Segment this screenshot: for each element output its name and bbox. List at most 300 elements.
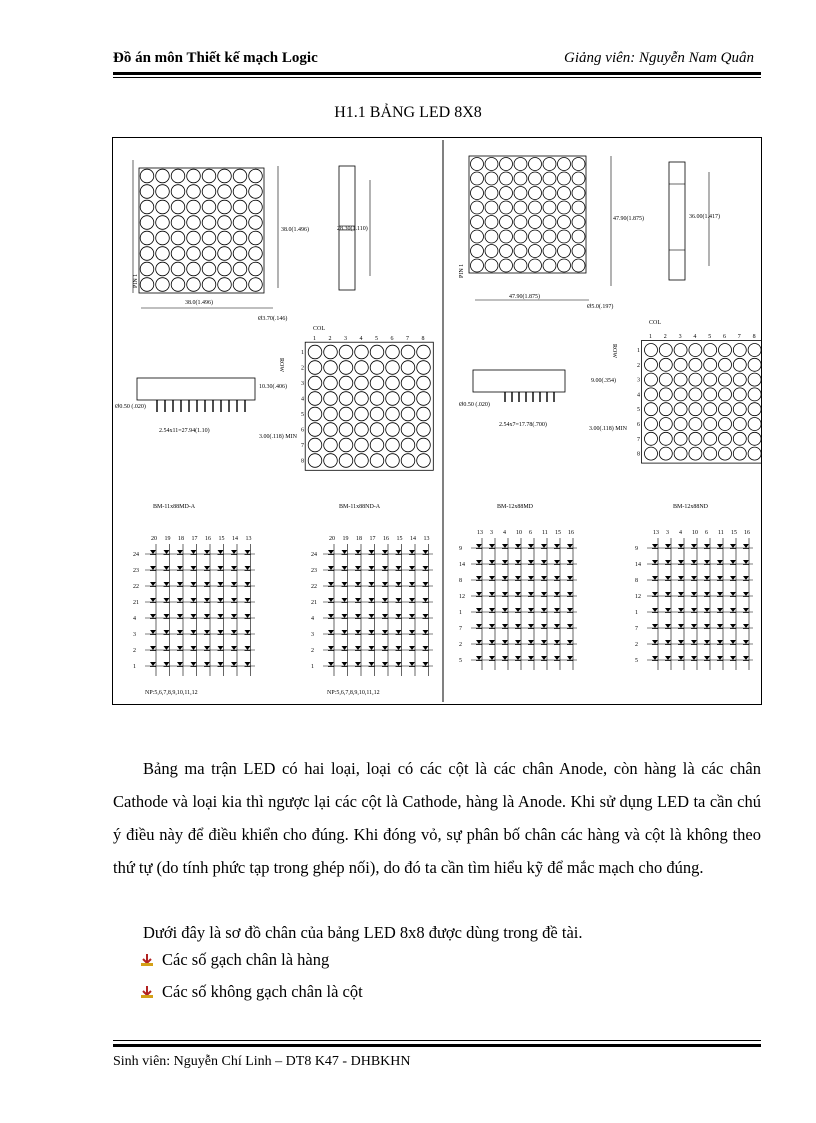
side-pin-number: 21 [311,600,317,606]
right-schematic-b [635,530,753,670]
led-dot [689,373,702,386]
header-lecturer: Giảng viên: Nguyễn Nam Quân [564,50,754,66]
top-pin-number: 11 [718,530,724,536]
side-pin-number: 22 [311,584,317,590]
led-diode-symbol [652,544,658,548]
led-diode-symbol [502,640,508,644]
led-dot [500,216,513,229]
row-number: 4 [637,392,640,399]
led-dot [187,169,201,183]
led-dot [748,358,761,371]
led-dot [674,418,687,431]
led-dot [719,373,732,386]
row-number: 8 [301,458,304,465]
led-diode-symbol [328,630,334,634]
col-number: 5 [708,334,712,340]
led-diode-symbol [554,576,560,580]
led-dot [370,392,384,406]
right-row-label: ROW [611,344,617,358]
led-dot [249,169,263,183]
led-dot [370,438,384,452]
right-leads [505,392,554,402]
row-number: 6 [637,422,640,428]
led-diode-symbol [554,656,560,660]
right-hole-dim: Ø5.0(.197) [587,304,614,310]
led-dot [218,216,232,230]
led-diode-symbol [409,662,415,666]
led-diode-symbol [396,662,402,666]
led-dot [471,216,484,229]
led-dot [645,388,658,401]
led-diode-symbol [191,646,197,650]
led-dot [156,231,170,245]
led-diode-symbol [743,576,749,580]
right-col-label: COL [649,320,661,326]
led-dot [704,344,717,357]
led-dot [202,247,216,261]
left-pin-dim: Ø0.50 (.020) [115,404,146,410]
led-dot [645,447,658,460]
led-diode-symbol [423,550,429,554]
led-diode-symbol [218,566,224,570]
top-pin-number: 16 [205,536,211,542]
led-diode-symbol [730,560,736,564]
led-dot [324,438,338,452]
led-dot [704,388,717,401]
led-dot [308,454,322,468]
led-dot [308,423,322,437]
side-pin-number: 12 [459,594,465,600]
led-dot [370,423,384,437]
top-pin-number: 10 [692,530,698,536]
bullet-arrow-icon [140,953,154,967]
led-dot [659,432,672,445]
led-diode-symbol [423,598,429,602]
led-diode-symbol [191,662,197,666]
led-diode-symbol [567,640,573,644]
led-dot [324,407,338,421]
led-diode-symbol [382,566,388,570]
led-diode-symbol [204,598,210,602]
left-numbered-matrix [301,336,433,470]
led-dot [733,373,746,386]
led-diode-symbol [177,662,183,666]
led-diode-symbol [515,576,521,580]
top-pin-number: 4 [679,530,682,536]
led-diode-symbol [177,630,183,634]
led-dot [171,185,185,199]
led-diode-symbol [342,598,348,602]
led-diode-symbol [515,656,521,660]
left-np-a: NP:5,6,7,8,9,10,11,12 [145,690,198,696]
led-dot [249,200,263,214]
led-diode-symbol [218,614,224,618]
led-dot [572,230,585,243]
led-diode-symbol [489,560,495,564]
led-dot [500,158,513,171]
led-dot [471,230,484,243]
led-diode-symbol [567,560,573,564]
led-diode-symbol [678,560,684,564]
led-diode-symbol [554,624,560,628]
led-dot [514,172,527,185]
led-dot [748,447,761,460]
led-dot [417,376,431,390]
led-diode-symbol [396,630,402,634]
side-pin-number: 24 [133,552,139,558]
led-dot [748,418,761,431]
led-dot [324,345,338,359]
led-diode-symbol [678,640,684,644]
led-diode-symbol [342,662,348,666]
led-diode-symbol [369,646,375,650]
led-dot [704,418,717,431]
led-diode-symbol [164,646,170,650]
side-pin-number: 22 [133,584,139,590]
led-diode-symbol [730,640,736,644]
led-dot [485,187,498,200]
led-diode-symbol [554,640,560,644]
led-diode-symbol [691,656,697,660]
led-diode-symbol [730,608,736,612]
left-leads [157,400,245,412]
led-diode-symbol [150,614,156,618]
led-dot [202,185,216,199]
led-dot [645,432,658,445]
led-diode-symbol [245,630,251,634]
led-diode-symbol [396,614,402,618]
bullet-text-rows: Các số gạch chân là hàng [162,950,330,969]
led-diode-symbol [342,614,348,618]
led-dot [733,447,746,460]
right-height-dim: 47.90(1.875) [613,216,644,222]
left-np-b: NP:5,6,7,8,9,10,11,12 [327,690,380,696]
top-pin-number: 13 [477,530,483,536]
led-diode-symbol [678,608,684,612]
led-dot [308,407,322,421]
led-diode-symbol [528,544,534,548]
led-dot [471,259,484,272]
led-dot [202,200,216,214]
led-dot [558,201,571,214]
side-pin-number: 1 [311,664,314,670]
led-dot [249,185,263,199]
led-diode-symbol [541,576,547,580]
side-pin-number: 2 [459,642,462,648]
led-dot [558,172,571,185]
led-dot [485,230,498,243]
led-diode-symbol [218,550,224,554]
led-diode-symbol [191,550,197,554]
left-width-dim: 38.0(1.496) [185,300,213,306]
col-number: 2 [328,336,332,342]
led-dot [249,247,263,261]
led-diode-symbol [691,608,697,612]
led-diode-symbol [342,630,348,634]
led-diode-symbol [409,646,415,650]
top-pin-number: 18 [178,536,184,542]
led-dot [572,216,585,229]
led-dot [218,200,232,214]
led-dot [543,245,556,258]
led-dot [355,376,369,390]
led-dot [187,231,201,245]
led-dot [355,438,369,452]
left-pin1-label: PIN 1 [133,273,139,288]
side-pin-number: 9 [459,546,462,552]
led-dot [140,185,154,199]
led-dot [471,201,484,214]
led-diode-symbol [652,576,658,580]
footer-rule-thin [113,1040,761,1041]
led-dot [187,247,201,261]
led-diode-symbol [164,550,170,554]
led-dot [233,216,247,230]
led-dot [471,158,484,171]
led-diode-symbol [652,640,658,644]
led-diode-symbol [489,656,495,660]
led-dot [171,262,185,276]
right-side-view [669,162,685,280]
led-diode-symbol [191,566,197,570]
led-dot [233,231,247,245]
led-diode-symbol [665,640,671,644]
led-dot [704,432,717,445]
led-diode-symbol [528,560,534,564]
led-dot [187,278,201,292]
led-diode-symbol [396,550,402,554]
led-diode-symbol [177,550,183,554]
led-diode-symbol [515,592,521,596]
col-number: 3 [344,336,347,342]
led-dot [529,201,542,214]
right-numbered-matrix [637,334,761,463]
led-dot [689,432,702,445]
led-diode-symbol [567,576,573,580]
led-diode-symbol [342,646,348,650]
led-diode-symbol [382,630,388,634]
led-diode-symbol [382,550,388,554]
side-pin-number: 23 [311,568,317,574]
led-dot [339,454,353,468]
led-dot [733,358,746,371]
left-hole-dim: Ø3.70(.146) [258,316,288,322]
led-diode-symbol [245,662,251,666]
row-number: 3 [301,381,304,387]
left-model-a: BM-11x88MD-A [153,504,196,510]
led-dot [500,201,513,214]
top-pin-number: 17 [191,536,198,542]
led-diode-symbol [245,582,251,586]
right-lead-body [473,370,565,392]
side-pin-number: 23 [133,568,139,574]
led-diode-symbol [164,566,170,570]
led-diode-symbol [245,614,251,618]
col-number: 6 [390,336,394,342]
led-diode-symbol [164,614,170,618]
led-diode-symbol [652,624,658,628]
led-dot [659,388,672,401]
led-dot [558,259,571,272]
led-dot [748,403,761,416]
led-dot [308,392,322,406]
led-dot [500,245,513,258]
led-dot [733,403,746,416]
led-dot [485,259,498,272]
led-dot [719,358,732,371]
led-dot [249,231,263,245]
led-diode-symbol [342,566,348,570]
right-schematic-a [459,530,577,670]
bullet-arrow-icon [140,985,154,999]
led-dot [308,361,322,375]
led-diode-symbol [245,550,251,554]
led-dot [171,247,185,261]
led-dot [386,423,400,437]
led-dot [659,358,672,371]
led-diode-symbol [231,630,237,634]
led-diode-symbol [409,566,415,570]
bullet-item [140,982,363,1002]
led-diode-symbol [191,582,197,586]
led-dot [249,278,263,292]
led-diode-symbol [328,646,334,650]
led-dot [689,344,702,357]
side-pin-number: 1 [635,610,638,616]
side-pin-number: 3 [311,632,314,638]
led-diode-symbol [652,608,658,612]
led-dot [558,216,571,229]
side-pin-number: 12 [635,594,641,600]
top-pin-number: 19 [342,536,349,542]
led-diode-symbol [717,576,723,580]
led-diode-symbol [528,656,534,660]
led-dot [485,216,498,229]
led-diode-symbol [717,592,723,596]
led-diode-symbol [355,582,361,586]
led-diode-symbol [476,544,482,548]
led-diode-symbol [328,598,334,602]
left-depth-dim: 10.30(.406) [259,384,287,390]
led-dot [689,447,702,460]
led-diode-symbol [489,544,495,548]
led-diode-symbol [567,592,573,596]
led-diode-symbol [704,560,710,564]
led-diode-symbol [231,646,237,650]
led-dot [156,185,170,199]
led-dot [543,216,556,229]
led-dot [659,403,672,416]
led-diode-symbol [567,544,573,548]
led-dot [733,388,746,401]
led-diode-symbol [541,592,547,596]
led-diode-symbol [396,646,402,650]
led-diode-symbol [528,576,534,580]
led-diode-symbol [177,566,183,570]
led-diode-symbol [369,550,375,554]
left-schematic-b [311,536,433,676]
led-diode-symbol [717,608,723,612]
led-dot [674,388,687,401]
led-diode-symbol [382,662,388,666]
led-dot [324,423,338,437]
row-number: 7 [301,443,304,449]
led-dot [558,245,571,258]
body-paragraph-1: Bảng ma trận LED có hai loại, loại có các cột là các chân Anode, còn hàng là các chân Cathode và loại kia thì ngược lại các cột là Cathode, hàng là Anode. Khi sử dụng LED ta cần chú ý điều này để điều khiển cho đúng. Khi đóng vỏ, sự phân bố chân các hàng và cột là không theo thứ tự (do tính phức tạp trong ghép nối), do đó ta cần tìm hiểu kỹ để mắc mạch cho đúng. [113,759,761,877]
led-diode-symbol [423,566,429,570]
led-dot [417,361,431,375]
led-dot [529,172,542,185]
left-lead-body [137,378,255,400]
led-diode-symbol [476,624,482,628]
led-diode-symbol [231,662,237,666]
led-diode-symbol [191,614,197,618]
led-dot [370,454,384,468]
top-pin-number: 20 [151,536,157,542]
led-diode-symbol [231,614,237,618]
led-dot [324,361,338,375]
led-diode-symbol [554,608,560,612]
side-pin-number: 2 [133,648,136,654]
led-dot [370,376,384,390]
led-dot [733,432,746,445]
led-dot [171,216,185,230]
led-dot [370,345,384,359]
led-diode-symbol [717,544,723,548]
col-number: 5 [375,336,378,342]
led-diode-symbol [515,640,521,644]
led-diode-symbol [528,608,534,612]
top-pin-number: 13 [653,530,659,536]
led-dot [471,187,484,200]
led-dot [308,438,322,452]
led-dot [500,230,513,243]
led-dot [233,200,247,214]
led-dot [233,185,247,199]
led-dot [233,169,247,183]
led-diode-symbol [730,576,736,580]
left-side-dim: 28.30(1.110) [337,226,368,232]
led-diode-symbol [502,544,508,548]
led-dot [140,231,154,245]
led-dot [417,345,431,359]
body-paragraph-2: Dưới đây là sơ đồ chân của bảng LED 8x8 được dùng trong đề tài. [143,923,583,942]
led-diode-symbol [150,550,156,554]
led-diode-symbol [665,560,671,564]
col-number: 7 [737,334,741,340]
led-diode-symbol [342,550,348,554]
led-diode-symbol [567,608,573,612]
led-diode-symbol [476,592,482,596]
led-dot [719,447,732,460]
led-diode-symbol [328,550,334,554]
top-pin-number: 6 [705,530,708,536]
right-model-b: BM-12x88ND [673,504,709,510]
led-dot [719,403,732,416]
led-diode-symbol [204,614,210,618]
led-diode-symbol [515,560,521,564]
led-diode-symbol [476,640,482,644]
top-pin-number: 18 [356,536,362,542]
row-number: 2 [301,365,304,372]
left-row-label: ROW [278,358,284,372]
led-diode-symbol [382,614,388,618]
led-dot [514,187,527,200]
led-diode-symbol [704,656,710,660]
led-diode-symbol [652,560,658,564]
led-dot [417,392,431,406]
led-dot [156,247,170,261]
